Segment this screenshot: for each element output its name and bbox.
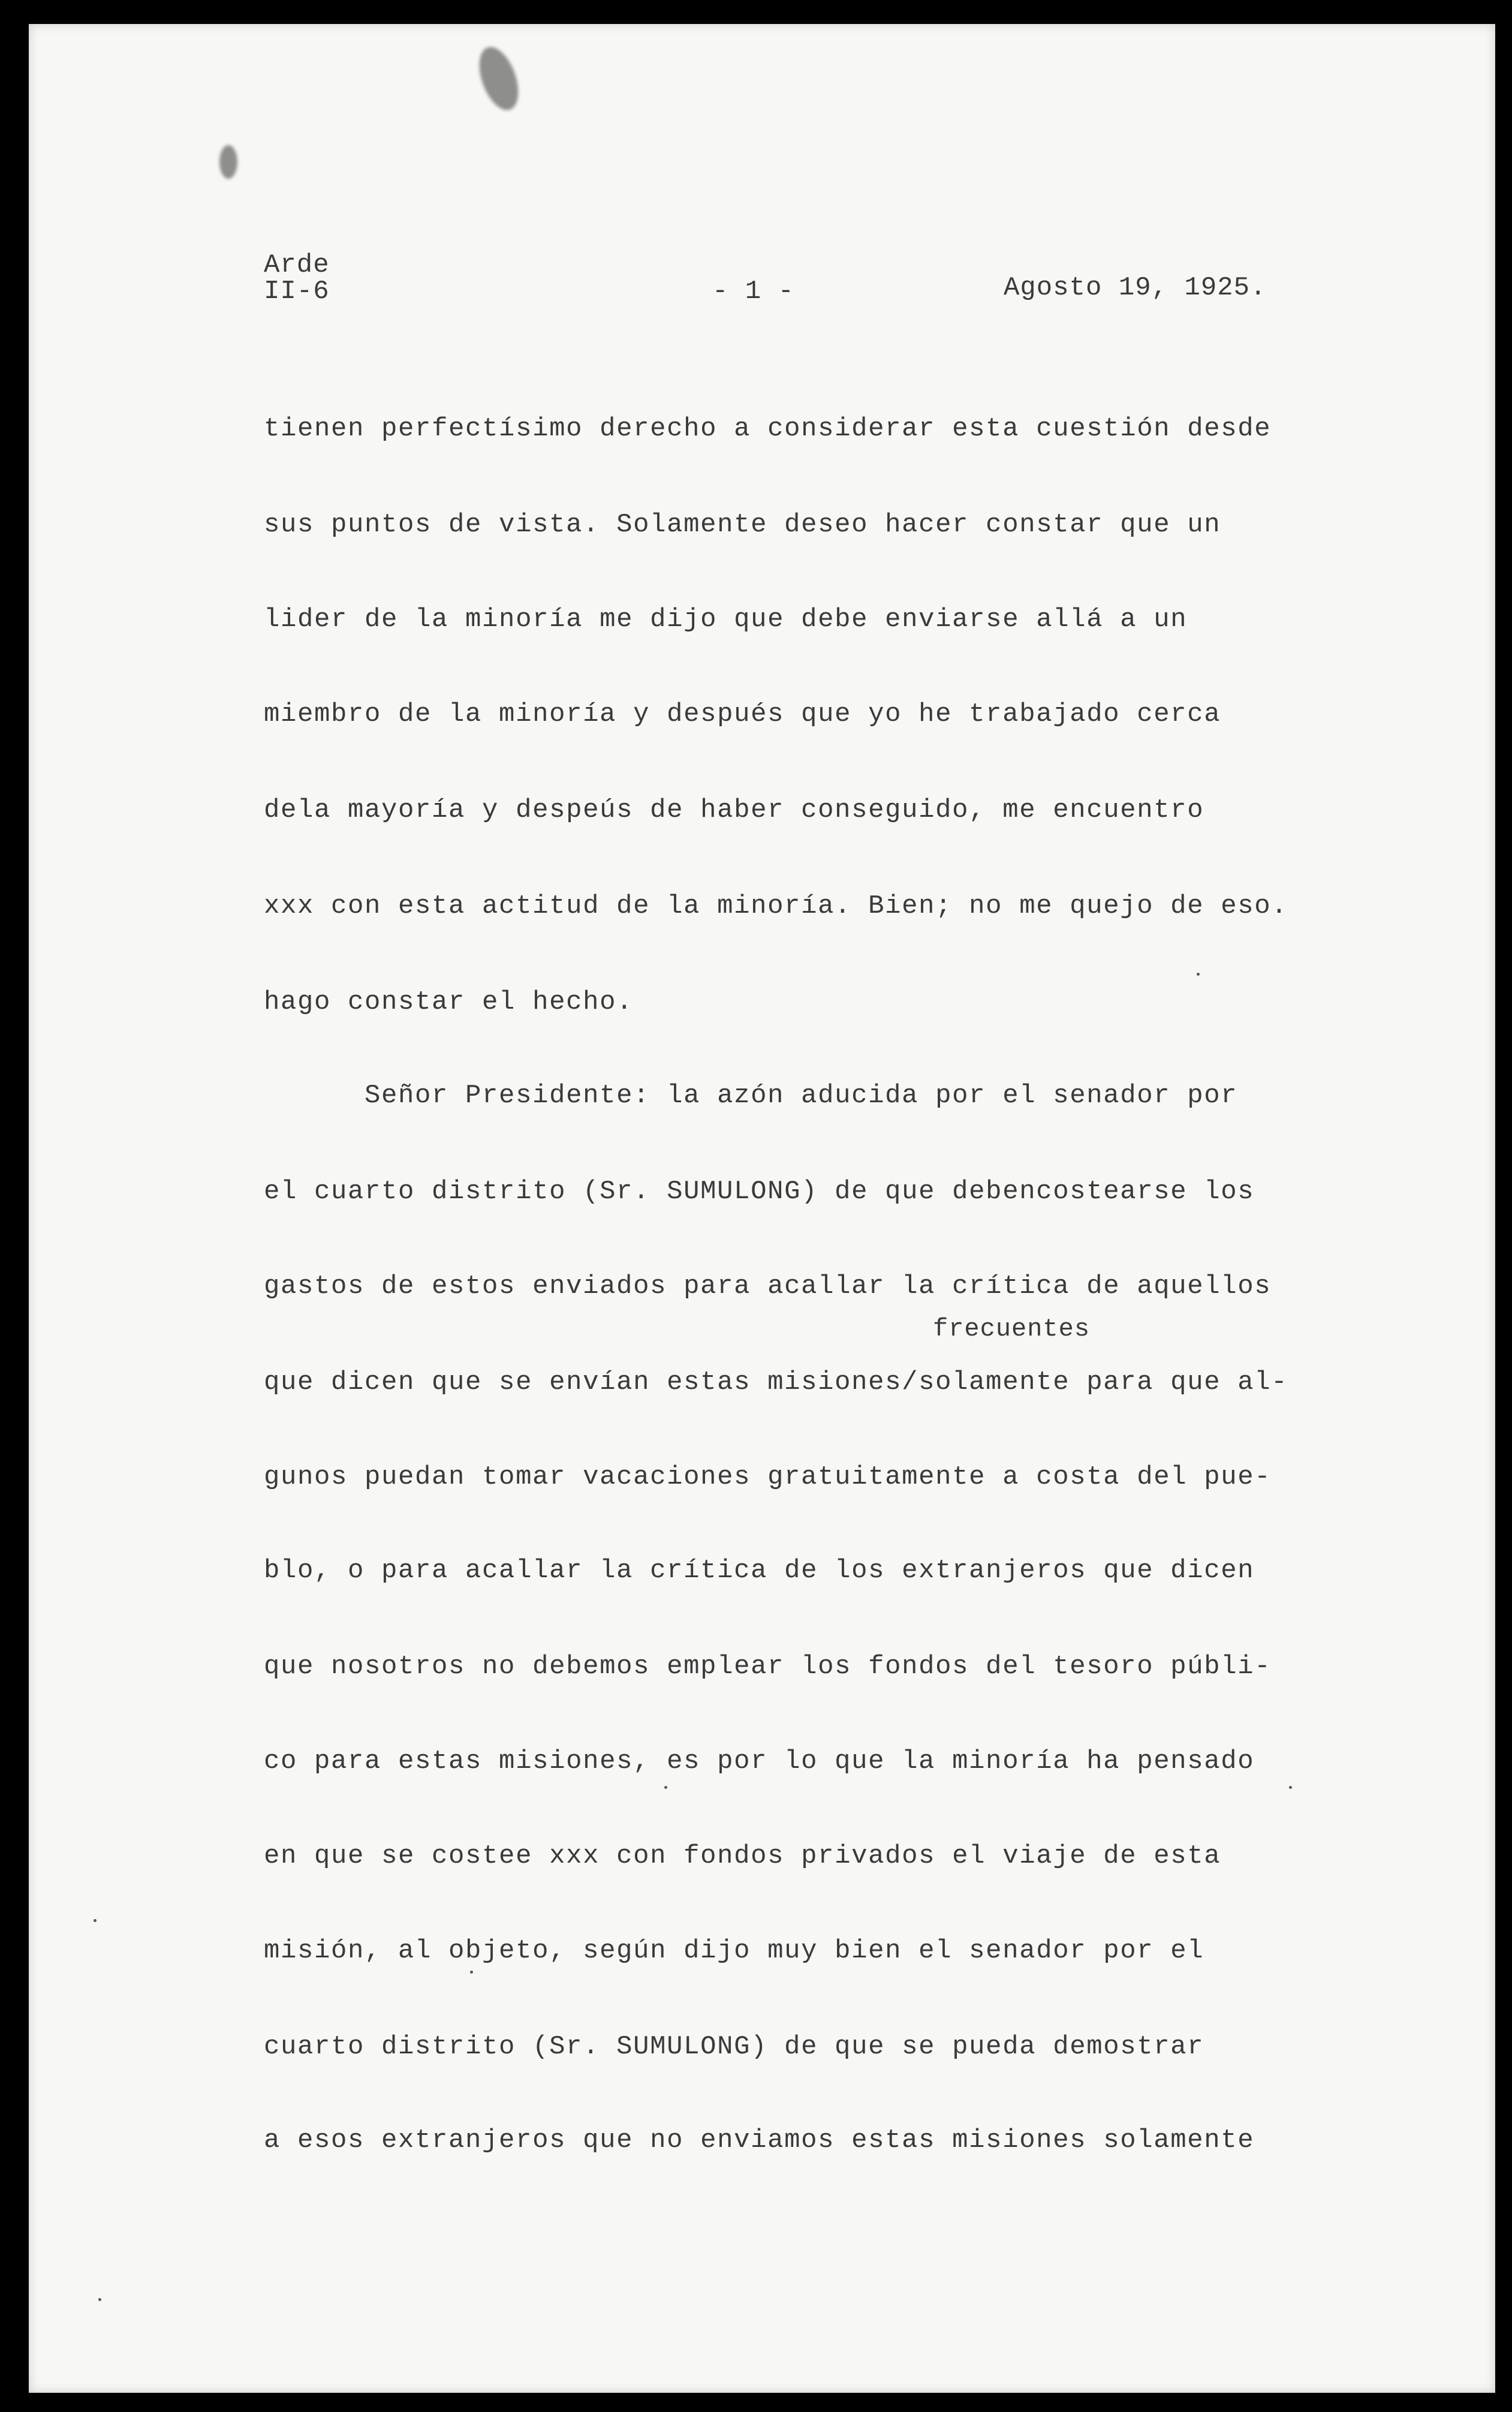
text-line: xxx con esta actitud de la minoría. Bien; no me quejo de eso. — [264, 891, 1288, 921]
text-line: co para estas misiones, es por lo que la minoría ha pensado — [264, 1746, 1255, 1776]
page-number: - 1 - — [712, 276, 795, 306]
header-code-line2: II-6 — [264, 276, 330, 306]
text-line: que nosotros no debemos emplear los fondos del tesoro públi- — [264, 1652, 1272, 1682]
paper-speck — [664, 1786, 667, 1789]
text-line: sus puntos de vista. Solamente deseo hacer constar que un — [264, 510, 1221, 540]
text-line: hago constar el hecho. — [264, 987, 634, 1017]
text-line: tienen perfectísimo derecho a considerar esta cuestión desde — [264, 414, 1272, 444]
paper-speck — [98, 2298, 101, 2301]
text-line: Señor Presidente: la azón aducida por el senador por — [264, 1081, 1238, 1111]
text-line: dela mayoría y despeús de haber conseguido, me encuentro — [264, 795, 1204, 825]
text-line: en que se costee xxx con fondos privados el viaje de esta — [264, 1841, 1221, 1871]
paper-speck — [470, 1971, 473, 1974]
text-line: lider de la minoría me dijo que debe enviarse allá a un — [264, 604, 1188, 634]
paper-speck — [1197, 973, 1200, 976]
ink-smudge — [219, 145, 237, 179]
text-line: misión, al objeto, según dijo muy bien el senador por el — [264, 1936, 1204, 1966]
text-line: gastos de estos enviados para acallar la crítica de aquellos — [264, 1271, 1272, 1301]
text-line: el cuarto distrito (Sr. SUMULONG) de que debencostearse los — [264, 1177, 1255, 1207]
document-page — [29, 24, 1495, 2393]
text-line: a esos extranjeros que no enviamos estas misiones solamente — [264, 2125, 1255, 2155]
text-line: que dicen que se envían estas misiones/solamente para que al- — [264, 1367, 1288, 1397]
paper-speck — [1289, 1786, 1292, 1789]
paper-speck — [94, 1919, 97, 1922]
text-line: gunos puedan tomar vacaciones gratuitamente a costa del pue- — [264, 1462, 1272, 1492]
ink-smudge — [472, 42, 526, 116]
handwritten-insertion: frecuentes — [933, 1315, 1091, 1343]
text-line: blo, o para acallar la crítica de los extranjeros que dicen — [264, 1556, 1255, 1586]
text-line: cuarto distrito (Sr. SUMULONG) de que se pueda demostrar — [264, 2032, 1204, 2062]
document-date: Agosto 19, 1925. — [1004, 273, 1267, 303]
header-code-line1: Arde — [264, 250, 330, 280]
text-line: miembro de la minoría y después que yo he trabajado cerca — [264, 699, 1221, 729]
